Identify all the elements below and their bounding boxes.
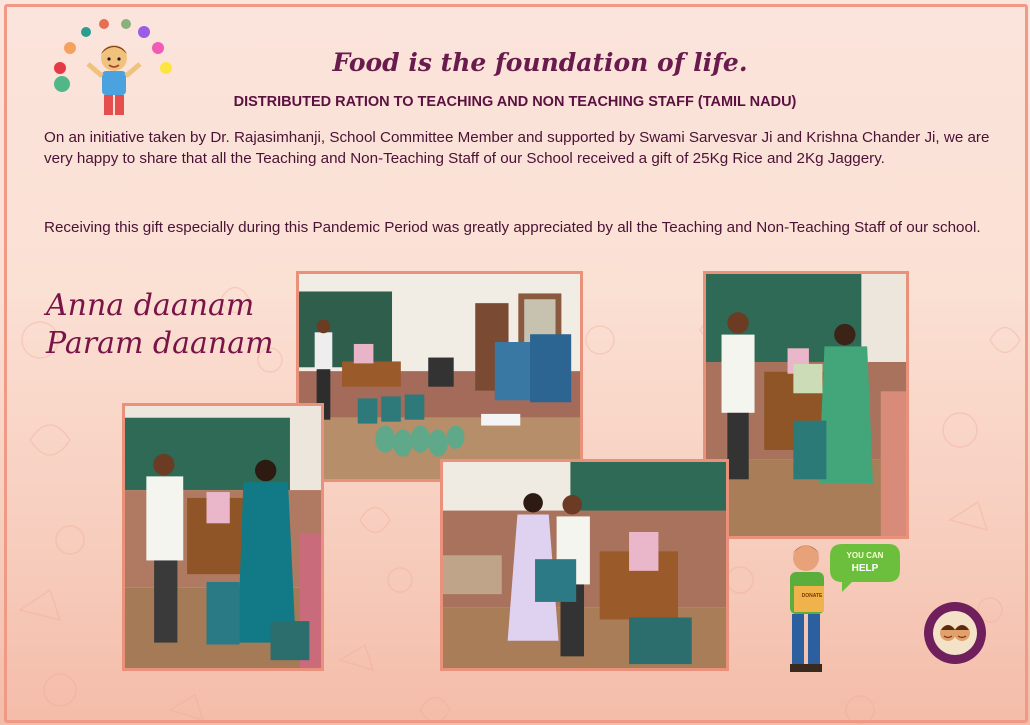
motto xyxy=(46,287,274,363)
mascot-box-label: DONATE xyxy=(801,593,823,599)
photo-handover-green-saree xyxy=(703,271,909,539)
mascot-bubble-line-1: YOU CAN xyxy=(846,551,884,560)
page-headline: Food is the foundation of life. xyxy=(332,48,748,77)
page-subheading: DISTRIBUTED RATION TO TEACHING AND NON TEACHING STAFF (TAMIL NADU) xyxy=(233,94,797,110)
photo-handover-teal-saree xyxy=(122,403,324,671)
photo-ration-bags-classroom xyxy=(296,271,583,482)
school-seal-icon xyxy=(922,600,988,666)
intro-paragraph: On an initiative taken by Dr. Rajasimhanji, School Committee Member and supported by Swami Sarvesvar Ji and Krishna Chander Ji, we are very happy to share that all the Teaching and Non-Teaching Staff of our School received a gift of 25Kg Rice and 2Kg Jaggery. xyxy=(44,129,990,167)
appreciation-paragraph: Receiving this gift especially during this Pandemic Period was greatly appreciated by all the Teaching and Non-Teaching Staff of our school. xyxy=(44,219,981,236)
photo-handover-white-dress xyxy=(440,459,729,671)
motto-line-1: Anna daanam xyxy=(46,288,255,323)
mascot-bubble-line-2: HELP xyxy=(851,563,879,574)
motto-line-2: Param daanam xyxy=(46,326,274,361)
